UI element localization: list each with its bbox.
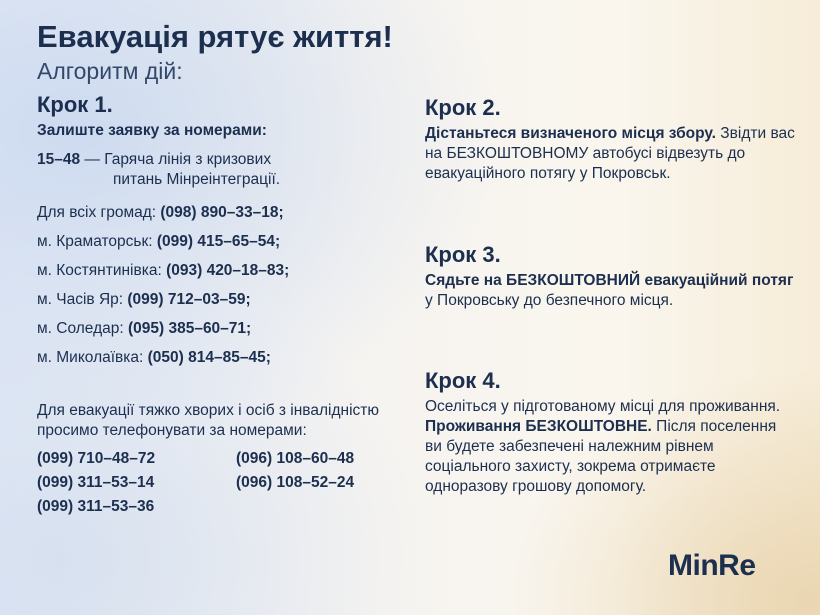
page-title: Евакуація рятує життя!	[37, 19, 393, 54]
step-3-body	[425, 271, 795, 311]
hotline-number: 15–48	[37, 151, 81, 168]
step-2-text: Звідти вас на БЕЗКОШТОВНОМУ автобусі відвезуть до евакуаційного потягу у Покровськ.	[425, 125, 795, 182]
step-3-section	[425, 242, 795, 311]
city-phone-row	[37, 319, 407, 339]
city-phone-row	[37, 203, 407, 223]
city-phone-row	[37, 290, 407, 310]
step-4-title: Крок 4.	[425, 368, 501, 393]
city-label: м. Миколаївка:	[37, 349, 148, 366]
city-phone-row	[37, 232, 407, 252]
city-label: м. Костянтинівка:	[37, 262, 167, 279]
hotline	[37, 150, 407, 190]
step-4-body	[425, 397, 795, 497]
step-3-bold: Сядьте на БЕЗКОШТОВНИЙ евакуаційний потяг	[425, 272, 794, 289]
special-phone: (096) 108–60–48	[236, 450, 355, 467]
city-phone: (099) 415–65–54;	[156, 233, 281, 250]
city-phone-row	[37, 348, 407, 368]
step-4-text-1: Оселіться у підготованому місці для проживання.	[425, 398, 781, 415]
special-phones-grid	[37, 449, 407, 517]
step-2-body	[425, 124, 795, 184]
page-subtitle: Алгоритм дій:	[37, 58, 183, 84]
step-3-text: у Покровську до безпечного місця.	[425, 292, 674, 309]
city-phone: (099) 712–03–59;	[127, 291, 251, 308]
city-phone: (093) 420–18–83;	[166, 262, 290, 279]
special-phone: (099) 311–53–36	[37, 498, 155, 515]
city-label: Для всіх громад:	[37, 204, 161, 221]
city-phone: (095) 385–60–71;	[127, 320, 252, 337]
city-phone-row	[37, 261, 407, 281]
special-phone: (099) 311–53–14	[37, 474, 155, 491]
city-phone: (050) 814–85–45;	[147, 349, 271, 366]
step-1-section	[37, 92, 407, 517]
city-label: м. Краматорськ:	[37, 233, 157, 250]
step-4-text-2: Після поселення ви будете забезпечені належним рівнем соціального захисту, зокрема отримаєте одноразову грошову допомогу.	[425, 418, 777, 495]
city-label: м. Часів Яр:	[37, 291, 128, 308]
city-phone: (098) 890–33–18;	[160, 204, 284, 221]
minre-logo: MinRe	[668, 549, 756, 582]
step-1-lead: Залиште заявку за номерами:	[37, 122, 267, 139]
special-evacuation-text: Для евакуації тяжко хворих і осіб з інвалідністю просимо телефонувати за номерами:	[37, 402, 379, 439]
step-4-section	[425, 368, 795, 497]
step-2-title: Крок 2.	[425, 95, 501, 120]
step-3-title: Крок 3.	[425, 242, 501, 267]
step-1-title: Крок 1.	[37, 92, 113, 117]
step-2-section	[425, 95, 795, 184]
city-label: м. Соледар:	[37, 320, 128, 337]
city-phone-list	[37, 203, 407, 368]
special-phone: (099) 710–48–72	[37, 450, 156, 467]
special-phone: (096) 108–52–24	[236, 474, 355, 491]
step-2-bold: Дістаньтеся визначеного місця збору.	[425, 125, 716, 142]
hotline-desc-line2: питань Мінреінтеграції.	[113, 171, 281, 188]
hotline-desc-line1: — Гаряча лінія з кризових	[80, 151, 272, 168]
step-4-bold: Проживання БЕЗКОШТОВНЕ.	[425, 418, 652, 435]
